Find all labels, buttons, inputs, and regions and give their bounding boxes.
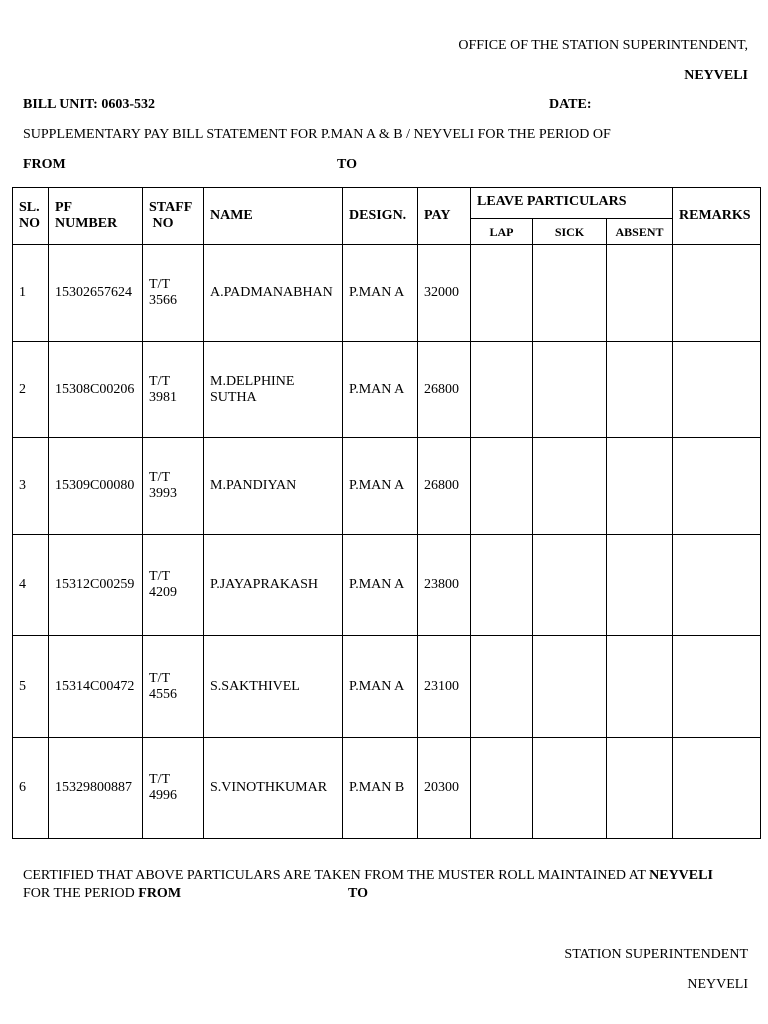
cell-sick xyxy=(533,535,607,636)
table-row xyxy=(13,438,761,535)
cell-lap xyxy=(471,342,533,438)
certificate-line xyxy=(23,868,713,884)
cell-lap xyxy=(471,245,533,342)
cell-design: P.MAN A xyxy=(343,438,418,535)
certificate-from-label: FROM xyxy=(138,886,182,901)
cell-pf-number: 15312C00259 xyxy=(49,535,143,636)
col-header-pf-number: PF NUMBER xyxy=(49,188,143,245)
cell-design: P.MAN A xyxy=(343,245,418,342)
cell-sick xyxy=(533,438,607,535)
cell-design: P.MAN A xyxy=(343,636,418,738)
cell-sl: 2 xyxy=(13,342,49,438)
cell-design: P.MAN A xyxy=(343,535,418,636)
cell-sick xyxy=(533,738,607,839)
cell-sl: 3 xyxy=(13,438,49,535)
date-label: DATE: xyxy=(549,97,592,112)
cell-sick xyxy=(533,245,607,342)
cell-pf-number: 15309C00080 xyxy=(49,438,143,535)
certificate-period-line xyxy=(23,886,181,902)
cell-pf-number: 15329800887 xyxy=(49,738,143,839)
cell-remarks xyxy=(673,535,761,636)
col-header-staff-no: STAFF NO xyxy=(143,188,204,245)
bill-unit: BILL UNIT: 0603-532 xyxy=(23,97,155,112)
cell-sick xyxy=(533,342,607,438)
cell-absent xyxy=(607,342,673,438)
cell-remarks xyxy=(673,342,761,438)
cell-lap xyxy=(471,438,533,535)
col-header-design: DESIGN. xyxy=(343,188,418,245)
cell-remarks xyxy=(673,245,761,342)
cell-lap xyxy=(471,535,533,636)
certificate-period-text: FOR THE PERIOD xyxy=(23,886,135,901)
col-header-lap: LAP xyxy=(471,219,533,245)
cell-absent xyxy=(607,245,673,342)
cell-name: P.JAYAPRAKASH xyxy=(204,535,343,636)
cell-sl: 5 xyxy=(13,636,49,738)
to-label: TO xyxy=(337,157,357,172)
cell-sl: 1 xyxy=(13,245,49,342)
cell-remarks xyxy=(673,438,761,535)
col-header-sl-no: SL. NO xyxy=(13,188,49,245)
cell-absent xyxy=(607,535,673,636)
cell-pay: 20300 xyxy=(418,738,471,839)
table-row xyxy=(13,636,761,738)
cell-pay: 32000 xyxy=(418,245,471,342)
table-row xyxy=(13,738,761,839)
cell-staff-no: T/T 4209 xyxy=(143,535,204,636)
col-header-remarks: REMARKS xyxy=(673,188,761,245)
cell-lap xyxy=(471,636,533,738)
header-row xyxy=(13,188,761,219)
office-place: NEYVELI xyxy=(684,68,748,83)
cell-pf-number: 15314C00472 xyxy=(49,636,143,738)
cell-pf-number: 15308C00206 xyxy=(49,342,143,438)
signature-title: STATION SUPERINTENDENT xyxy=(564,947,748,962)
cell-pay: 26800 xyxy=(418,342,471,438)
cell-absent xyxy=(607,636,673,738)
cell-remarks xyxy=(673,636,761,738)
table-row xyxy=(13,342,761,438)
cell-name: A.PADMANABHAN xyxy=(204,245,343,342)
cell-staff-no: T/T 4556 xyxy=(143,636,204,738)
signature-place: NEYVELI xyxy=(687,977,748,992)
cell-name: S.VINOTHKUMAR xyxy=(204,738,343,839)
table-row xyxy=(13,245,761,342)
col-header-sick: SICK xyxy=(533,219,607,245)
cell-remarks xyxy=(673,738,761,839)
certificate-to-label: TO xyxy=(348,886,368,901)
cell-name: M.DELPHINE SUTHA xyxy=(204,342,343,438)
office-title: OFFICE OF THE STATION SUPERINTENDENT, xyxy=(458,38,748,53)
cell-design: P.MAN A xyxy=(343,342,418,438)
cell-sl: 6 xyxy=(13,738,49,839)
certificate-place: NEYVELI xyxy=(649,868,713,883)
cell-staff-no: T/T 4996 xyxy=(143,738,204,839)
table-row xyxy=(13,535,761,636)
col-header-name: NAME xyxy=(204,188,343,245)
cell-staff-no: T/T 3981 xyxy=(143,342,204,438)
cell-lap xyxy=(471,738,533,839)
cell-name: M.PANDIYAN xyxy=(204,438,343,535)
cell-absent xyxy=(607,438,673,535)
cell-pay: 26800 xyxy=(418,438,471,535)
pay-bill-table xyxy=(12,187,761,839)
cell-pf-number: 15302657624 xyxy=(49,245,143,342)
col-header-leave-particulars: LEAVE PARTICULARS xyxy=(471,188,673,219)
cell-name: S.SAKTHIVEL xyxy=(204,636,343,738)
cell-sl: 4 xyxy=(13,535,49,636)
cell-staff-no: T/T 3993 xyxy=(143,438,204,535)
col-header-pay: PAY xyxy=(418,188,471,245)
col-header-absent: ABSENT xyxy=(607,219,673,245)
cell-pay: 23100 xyxy=(418,636,471,738)
statement-title: SUPPLEMENTARY PAY BILL STATEMENT FOR P.MAN A & B / NEYVELI FOR THE PERIOD OF xyxy=(23,127,611,142)
cell-absent xyxy=(607,738,673,839)
certificate-text: CERTIFIED THAT ABOVE PARTICULARS ARE TAKEN FROM THE MUSTER ROLL MAINTAINED AT xyxy=(23,868,646,883)
from-label: FROM xyxy=(23,157,66,172)
cell-sick xyxy=(533,636,607,738)
cell-pay: 23800 xyxy=(418,535,471,636)
cell-design: P.MAN B xyxy=(343,738,418,839)
cell-staff-no: T/T 3566 xyxy=(143,245,204,342)
